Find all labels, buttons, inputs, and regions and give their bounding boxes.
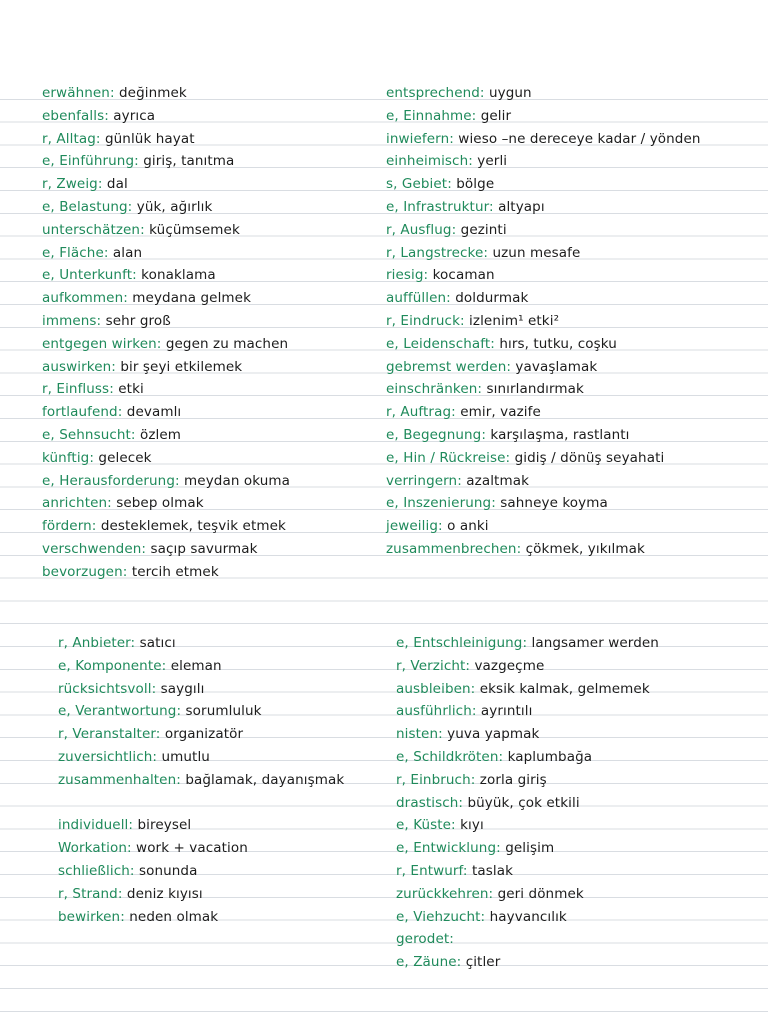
turkish-meaning: ayrıca xyxy=(113,107,156,124)
turkish-meaning: o anki xyxy=(447,518,489,535)
vocab-entry xyxy=(396,883,659,906)
turkish-meaning: bireysel xyxy=(137,817,192,834)
turkish-meaning: büyük, çok etkili xyxy=(467,794,580,811)
turkish-meaning: kocaman xyxy=(432,267,495,284)
vocab-entry xyxy=(42,150,290,173)
turkish-meaning: değinmek xyxy=(119,85,187,101)
german-term: r, Einbruch: xyxy=(396,771,476,788)
german-term: verringern: xyxy=(386,472,462,489)
german-term: rücksichtsvoll: xyxy=(58,680,157,697)
vocab-entry xyxy=(58,814,344,837)
vocab-entry xyxy=(396,700,659,723)
vocab-entry xyxy=(42,128,290,151)
vocab-entry xyxy=(396,655,659,678)
vocab-entry xyxy=(42,492,290,515)
german-term: e, Viehzucht: xyxy=(396,908,486,925)
vocab-entry xyxy=(42,447,290,470)
vocab-entry xyxy=(396,746,659,769)
vocab-entry xyxy=(42,515,290,538)
german-term: r, Veranstalter: xyxy=(58,726,161,743)
turkish-meaning: eksik kalmak, gelmemek xyxy=(479,680,650,697)
german-term: r, Langstrecke: xyxy=(386,244,489,261)
vocab-entry xyxy=(386,105,701,128)
german-term: aufkommen: xyxy=(42,290,128,307)
vocab-entry xyxy=(58,883,344,906)
turkish-meaning: gelecek xyxy=(98,449,152,466)
german-term: zuversichtlich: xyxy=(58,748,158,765)
german-term: riesig: xyxy=(386,267,429,284)
vocab-entry xyxy=(396,678,659,701)
turkish-meaning: altyapı xyxy=(498,198,545,215)
german-term: einschränken: xyxy=(386,381,483,398)
german-term: Workation: xyxy=(58,840,132,857)
german-term: r, Zweig: xyxy=(42,176,103,193)
german-term: e, Belastung: xyxy=(42,198,133,215)
german-term: r, Einfluss: xyxy=(42,381,114,398)
vocab-entry xyxy=(42,561,290,584)
vocab-entry xyxy=(42,378,290,401)
vocab-entry xyxy=(42,82,290,105)
turkish-meaning: çitler xyxy=(465,954,501,971)
turkish-meaning: meydana gelmek xyxy=(132,290,252,307)
turkish-meaning: gezinti xyxy=(460,221,507,238)
vocab-entry xyxy=(42,333,290,356)
vocab-entry xyxy=(386,128,701,151)
turkish-meaning: günlük hayat xyxy=(104,130,195,147)
turkish-meaning: emir, vazife xyxy=(460,404,541,421)
vocab-entry xyxy=(386,264,701,287)
german-term: s, Gebiet: xyxy=(386,176,452,193)
vocab-list-left-bottom xyxy=(58,632,344,928)
turkish-meaning: vazgeçme xyxy=(474,657,545,674)
turkish-meaning: devamlı xyxy=(126,404,182,421)
vocab-entry xyxy=(386,150,701,173)
vocab-entry xyxy=(396,928,659,951)
german-term: erwähnen: xyxy=(42,85,115,101)
turkish-meaning: gidiş / dönüş seyahati xyxy=(514,449,665,466)
turkish-meaning: konaklama xyxy=(141,267,216,284)
german-term: e, Entwicklung: xyxy=(396,840,501,857)
german-term: verschwenden: xyxy=(42,540,147,557)
vocab-entry xyxy=(386,401,701,424)
vocab-list-left-top xyxy=(42,82,290,584)
german-term: r, Anbieter: xyxy=(58,635,136,651)
turkish-meaning: gegen zu machen xyxy=(165,335,289,352)
vocab-entry xyxy=(386,492,701,515)
vocab-entry xyxy=(42,424,290,447)
vocab-entry xyxy=(396,769,659,792)
vocab-entry xyxy=(386,378,701,401)
turkish-meaning: work + vacation xyxy=(136,840,248,857)
turkish-meaning: neden olmak xyxy=(129,908,219,925)
turkish-meaning: meydan okuma xyxy=(184,472,291,489)
german-term: gebremst werden: xyxy=(386,358,512,375)
german-term: künftig: xyxy=(42,449,94,466)
german-term: fördern: xyxy=(42,518,97,535)
german-term: jeweilig: xyxy=(386,518,443,535)
vocab-entry xyxy=(58,860,344,883)
german-term: nisten: xyxy=(396,726,443,743)
turkish-meaning: zorla giriş xyxy=(479,771,547,788)
turkish-meaning: uygun xyxy=(488,85,532,101)
vocab-entry xyxy=(386,196,701,219)
turkish-meaning: dal xyxy=(106,176,128,193)
turkish-meaning: umutlu xyxy=(161,748,210,765)
blank-line xyxy=(58,792,344,815)
vocab-entry xyxy=(386,173,701,196)
german-term: einheimisch: xyxy=(386,153,473,170)
turkish-meaning: saçıp savurmak xyxy=(150,540,258,557)
german-term: e, Küste: xyxy=(396,817,456,834)
german-term: e, Komponente: xyxy=(58,657,167,674)
vocab-entry xyxy=(42,401,290,424)
german-term: e, Entschleinigung: xyxy=(396,635,528,651)
turkish-meaning: uzun mesafe xyxy=(492,244,581,261)
turkish-meaning: bağlamak, dayanışmak xyxy=(185,771,345,788)
turkish-meaning: alan xyxy=(112,244,143,261)
vocab-entry xyxy=(42,219,290,242)
turkish-meaning: yavaşlamak xyxy=(515,358,598,375)
vocab-entry xyxy=(58,837,344,860)
turkish-meaning: kıyı xyxy=(460,817,484,834)
vocab-list-right-top xyxy=(386,82,701,561)
german-term: individuell: xyxy=(58,817,134,834)
vocab-entry xyxy=(42,105,290,128)
german-term: e, Inszenierung: xyxy=(386,495,496,512)
turkish-meaning: sahneye koyma xyxy=(500,495,608,512)
german-term: bevorzugen: xyxy=(42,563,128,580)
turkish-meaning: hırs, tutku, coşku xyxy=(499,335,617,352)
vocab-entry xyxy=(386,333,701,356)
vocab-entry xyxy=(396,951,659,974)
german-term: gerodet: xyxy=(396,931,454,948)
german-term: auffüllen: xyxy=(386,290,451,307)
german-term: zurückkehren: xyxy=(396,885,494,902)
vocab-entry xyxy=(386,242,701,265)
turkish-meaning: gelişim xyxy=(505,840,555,857)
turkish-meaning: desteklemek, teşvik etmek xyxy=(100,518,286,535)
turkish-meaning: satıcı xyxy=(139,635,176,651)
german-term: r, Auftrag: xyxy=(386,404,456,421)
german-term: r, Ausflug: xyxy=(386,221,457,238)
german-term: ausführlich: xyxy=(396,703,477,720)
turkish-meaning: sınırlandırmak xyxy=(486,381,584,398)
german-term: r, Strand: xyxy=(58,885,123,902)
vocab-entry xyxy=(42,470,290,493)
vocab-entry xyxy=(42,264,290,287)
turkish-meaning: bölge xyxy=(456,176,495,193)
turkish-meaning: gelir xyxy=(480,107,512,124)
german-term: inwiefern: xyxy=(386,130,454,147)
turkish-meaning: taslak xyxy=(472,862,514,879)
german-term: r, Verzicht: xyxy=(396,657,471,674)
vocab-entry xyxy=(42,242,290,265)
turkish-meaning: tercih etmek xyxy=(131,563,219,580)
turkish-meaning: etki xyxy=(118,381,144,398)
german-term: e, Herausforderung: xyxy=(42,472,180,489)
vocab-entry xyxy=(396,792,659,815)
vocab-entry xyxy=(42,196,290,219)
vocab-list-right-bottom xyxy=(396,632,659,974)
german-term: e, Verantwortung: xyxy=(58,703,182,720)
turkish-meaning: azaltmak xyxy=(466,472,529,489)
german-term: e, Infrastruktur: xyxy=(386,198,494,215)
turkish-meaning: hayvancılık xyxy=(489,908,567,925)
turkish-meaning: ayrıntılı xyxy=(480,703,533,720)
vocab-entry xyxy=(386,538,701,561)
vocab-entry xyxy=(386,310,701,333)
german-term: r, Alltag: xyxy=(42,130,101,147)
turkish-meaning: sorumluluk xyxy=(185,703,262,720)
turkish-meaning: sehr groß xyxy=(105,312,171,329)
turkish-meaning: sebep olmak xyxy=(116,495,204,512)
german-term: e, Begegnung: xyxy=(386,426,486,443)
page-top-margin xyxy=(0,0,768,78)
german-term: ebenfalls: xyxy=(42,107,109,124)
german-term: anrichten: xyxy=(42,495,112,512)
german-term: e, Unterkunft: xyxy=(42,267,137,284)
vocab-entry xyxy=(58,746,344,769)
turkish-meaning: izlenim¹ etki² xyxy=(469,312,560,329)
vocab-entry xyxy=(58,769,344,792)
turkish-meaning: yerli xyxy=(477,153,508,170)
german-term: entsprechend: xyxy=(386,85,485,101)
vocab-entry xyxy=(42,538,290,561)
turkish-meaning: sonunda xyxy=(138,862,198,879)
vocab-entry xyxy=(396,632,659,655)
turkish-meaning: yuva yapmak xyxy=(447,726,540,743)
vocab-entry xyxy=(396,837,659,860)
vocab-entry xyxy=(58,678,344,701)
vocab-entry xyxy=(386,287,701,310)
turkish-meaning: özlem xyxy=(140,426,182,443)
german-term: r, Eindruck: xyxy=(386,312,465,329)
vocab-entry xyxy=(58,655,344,678)
turkish-meaning: saygılı xyxy=(160,680,205,697)
german-term: e, Schildkröten: xyxy=(396,748,504,765)
vocab-entry xyxy=(42,356,290,379)
german-term: unterschätzen: xyxy=(42,221,145,238)
turkish-meaning: organizatör xyxy=(164,726,244,743)
vocab-entry xyxy=(58,723,344,746)
vocab-entry xyxy=(386,82,701,105)
german-term: e, Sehnsucht: xyxy=(42,426,136,443)
turkish-meaning: deniz kıyısı xyxy=(126,885,203,902)
german-term: e, Einführung: xyxy=(42,153,139,170)
vocab-entry xyxy=(42,287,290,310)
turkish-meaning: doldurmak xyxy=(455,290,529,307)
turkish-meaning: bir şeyi etkilemek xyxy=(120,358,243,375)
german-term: entgegen wirken: xyxy=(42,335,162,352)
german-term: r, Entwurf: xyxy=(396,862,468,879)
vocab-entry xyxy=(386,447,701,470)
turkish-meaning: karşılaşma, rastlantı xyxy=(490,426,630,443)
turkish-meaning: giriş, tanıtma xyxy=(143,153,235,170)
german-term: e, Hin / Rückreise: xyxy=(386,449,511,466)
german-term: e, Leidenschaft: xyxy=(386,335,495,352)
turkish-meaning: yük, ağırlık xyxy=(136,198,213,215)
german-term: drastisch: xyxy=(396,794,464,811)
vocab-entry xyxy=(386,424,701,447)
german-term: e, Fläche: xyxy=(42,244,109,261)
turkish-meaning: langsamer werden xyxy=(531,635,659,651)
vocab-entry xyxy=(396,860,659,883)
vocab-entry xyxy=(386,515,701,538)
vocab-entry xyxy=(386,219,701,242)
turkish-meaning: kaplumbağa xyxy=(507,748,593,765)
turkish-meaning: wieso –ne dereceye kadar / yönden xyxy=(458,130,701,147)
german-term: e, Einnahme: xyxy=(386,107,477,124)
vocab-entry xyxy=(386,470,701,493)
turkish-meaning: geri dönmek xyxy=(497,885,584,902)
vocab-entry xyxy=(58,700,344,723)
turkish-meaning: küçümsemek xyxy=(149,221,240,238)
german-term: ausbleiben: xyxy=(396,680,476,697)
turkish-meaning: çökmek, yıkılmak xyxy=(525,540,645,557)
german-term: zusammenbrechen: xyxy=(386,540,522,557)
vocab-entry xyxy=(42,310,290,333)
german-term: e, Zäune: xyxy=(396,954,462,971)
german-term: fortlaufend: xyxy=(42,404,123,421)
german-term: zusammenhalten: xyxy=(58,771,181,788)
german-term: schließlich: xyxy=(58,862,135,879)
vocab-entry xyxy=(58,632,344,655)
vocab-entry xyxy=(42,173,290,196)
german-term: bewirken: xyxy=(58,908,125,925)
german-term: auswirken: xyxy=(42,358,116,375)
vocab-entry xyxy=(396,723,659,746)
german-term: immens: xyxy=(42,312,102,329)
turkish-meaning: eleman xyxy=(170,657,222,674)
vocab-entry xyxy=(58,906,344,929)
vocab-entry xyxy=(386,356,701,379)
vocab-entry xyxy=(396,814,659,837)
vocab-entry xyxy=(396,906,659,929)
